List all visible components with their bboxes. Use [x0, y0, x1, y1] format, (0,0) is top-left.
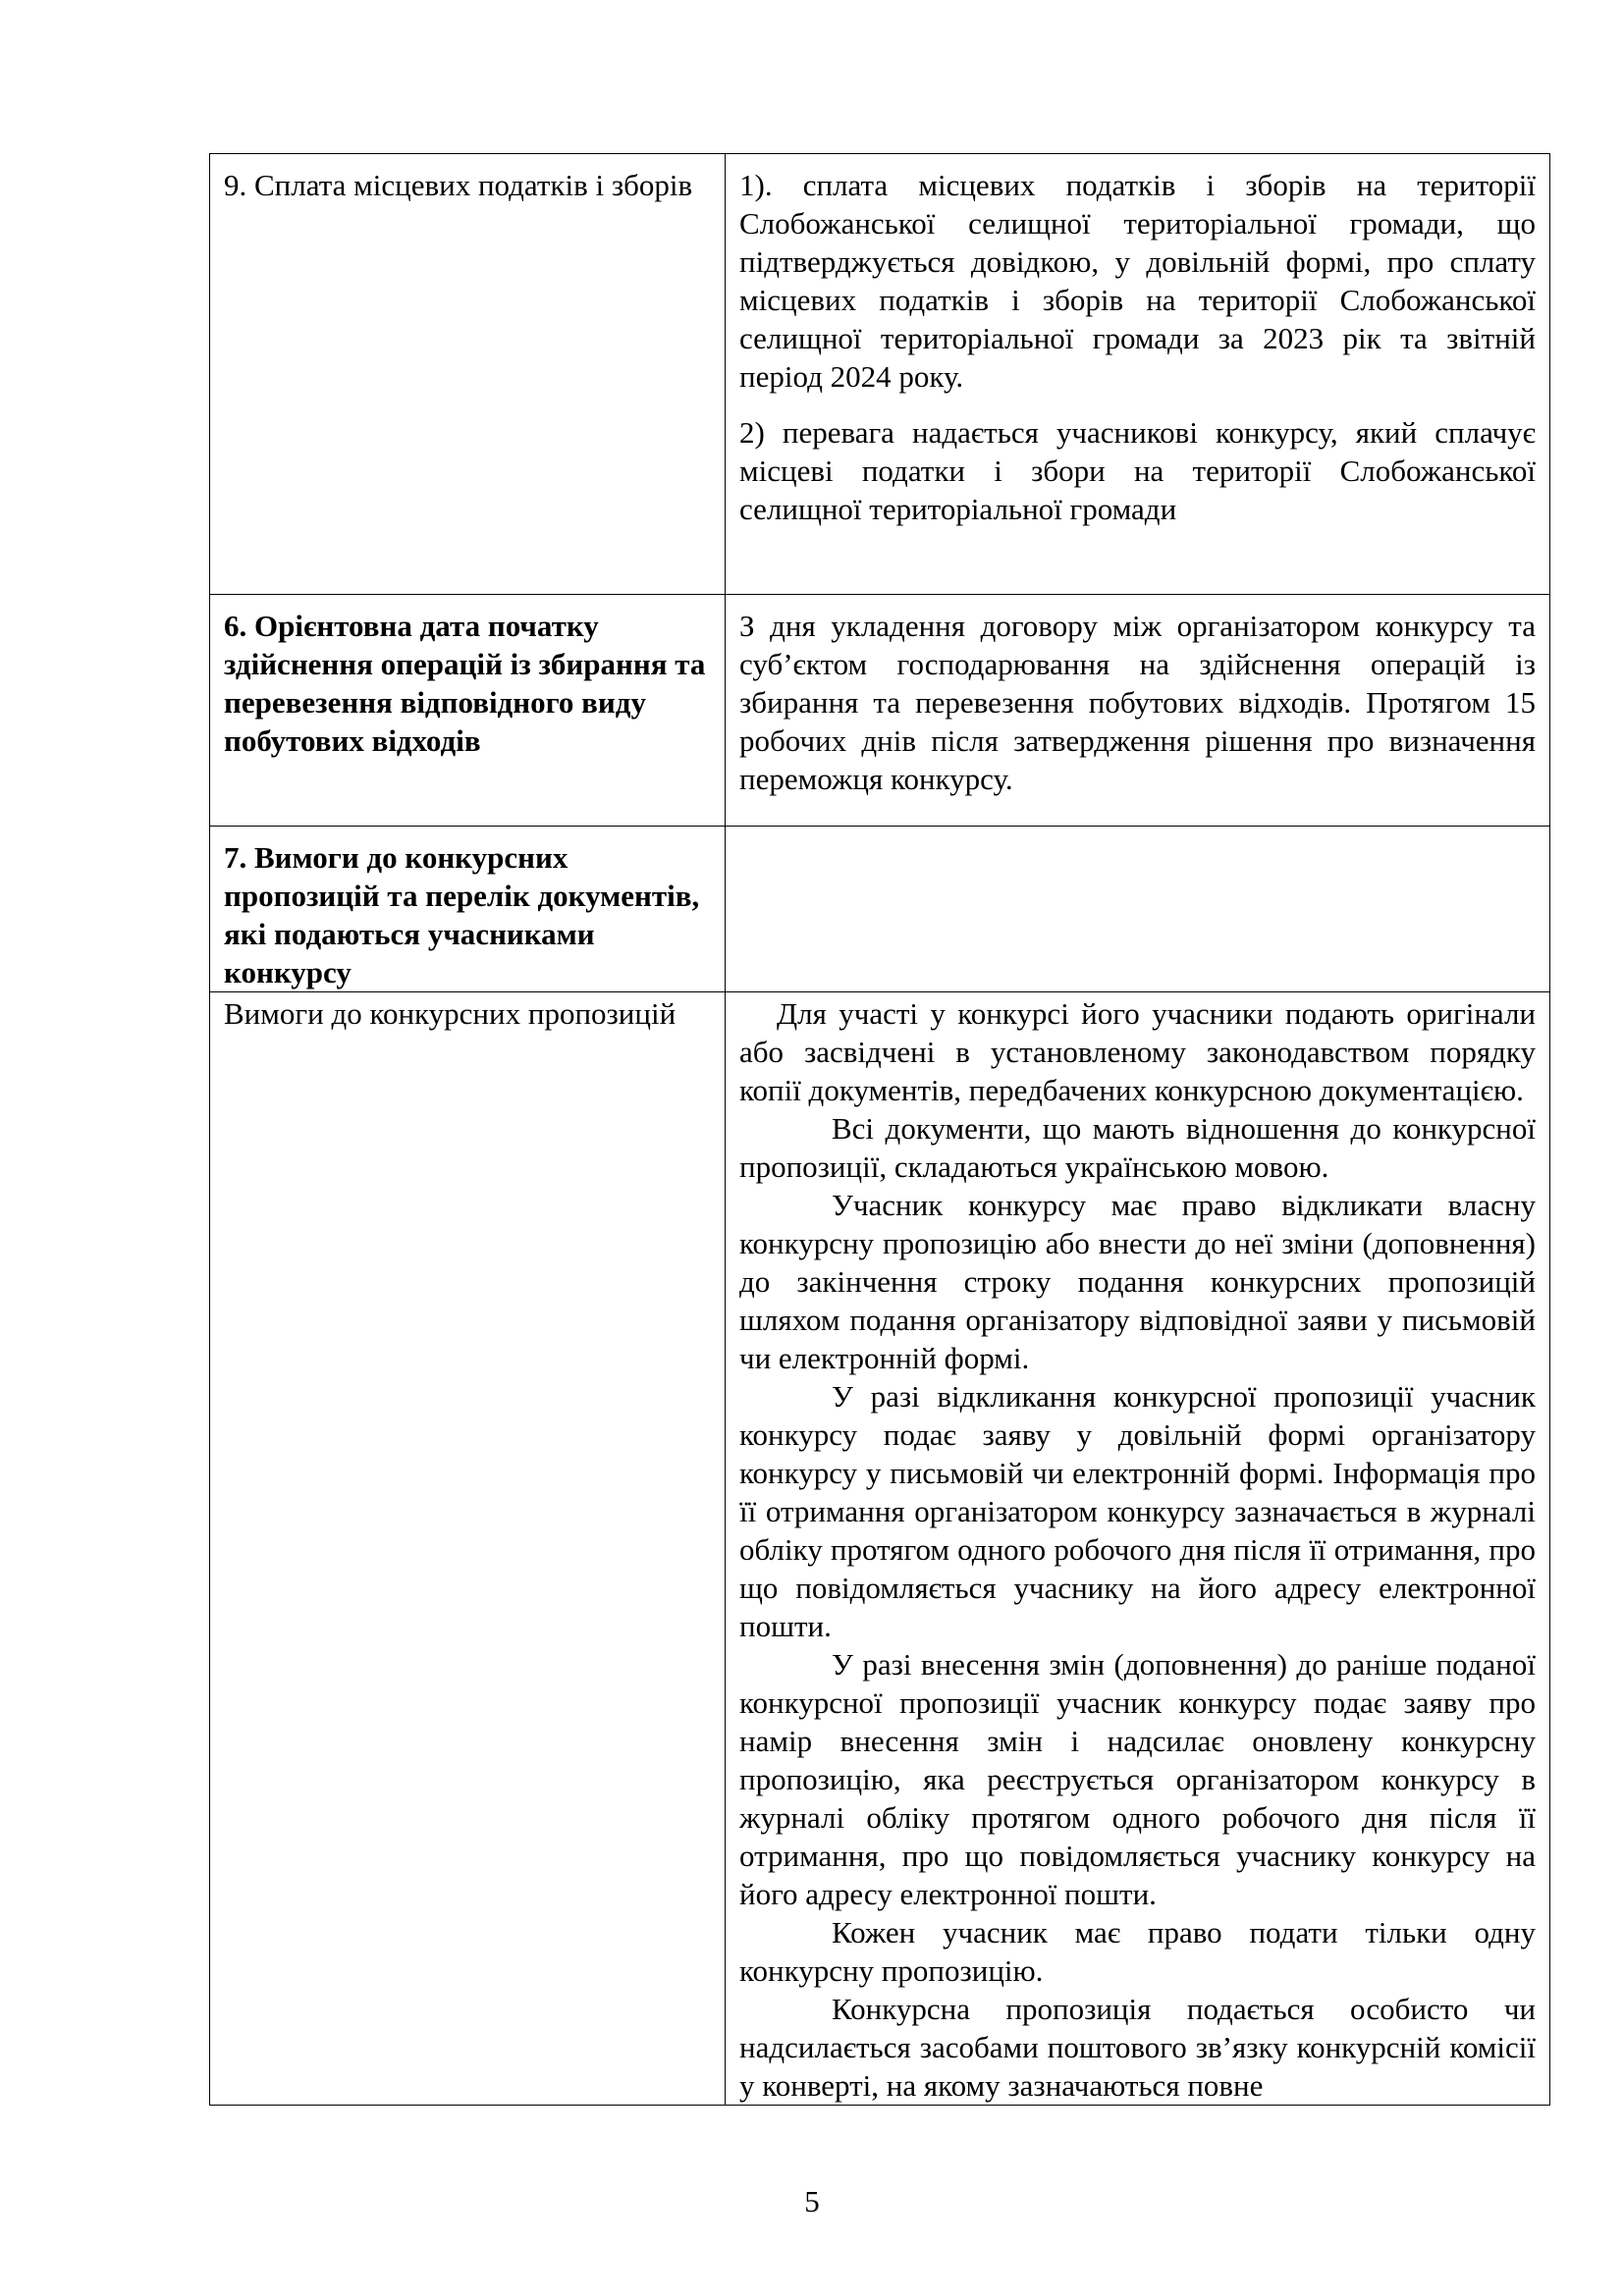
row-content-requirements-header — [726, 827, 1550, 992]
row-content-requirements — [726, 992, 1550, 2106]
row-content-start-date — [726, 595, 1550, 827]
paragraph: У разі внесення змін (доповнення) до раніше поданої конкурсної пропозиції учасник конкурсу подає заяву про намір внесення змін і надсилає оновлену конкурсну пропозицію, яка реєструється організатором конкурсу в журналі обліку протягом одного робочого дня після її отримання, про що повідомляється учаснику конкурсу на його адресу електронної пошти. — [739, 1647, 1536, 1911]
row-label-text: 9. Сплата місцевих податків і зборів — [224, 168, 693, 202]
row-content-taxes — [726, 154, 1550, 595]
row-label-text: 7. Вимоги до конкурсних пропозицій та перелік документів, які подаються учасниками конкурсу — [224, 840, 700, 989]
page-number: 5 — [804, 2184, 820, 2218]
paragraph: Для участі у конкурсі його учасники подають оригінали або засвідчені в установленому законодавством порядку копії документів, передбачених конкурсною документацією. — [739, 996, 1536, 1107]
paragraph: Конкурсна пропозиція подається особисто чи надсилається засобами поштового зв’язку конкурсній комісії у конверті, на якому зазначаються повне — [739, 1992, 1536, 2103]
row-label-requirements-header — [210, 827, 726, 992]
row-label-start-date — [210, 595, 726, 827]
table-row — [210, 595, 1550, 827]
table-row — [210, 992, 1550, 2106]
paragraph: У разі відкликання конкурсної пропозиції учасник конкурсу подає заяву у довільній формі організатору конкурсу у письмовій чи електронній формі. Інформація про її отримання організатором конкурсу зазначається в журналі обліку протягом одного робочого дня після її отримання, про що повідомляється учаснику на його адресу електронної пошти. — [739, 1379, 1536, 1643]
table-row — [210, 827, 1550, 992]
paragraph: З дня укладення договору між організатором конкурсу та суб’єктом господарювання на здійснення операцій із збирання та перевезення побутових відходів. Протягом 15 робочих днів після затвердження рішення про визначення переможця конкурсу. — [739, 609, 1536, 796]
row-label-text: 6. Орієнтовна дата початку здійснення операцій із збирання та перевезення відповідного виду побутових відходів — [224, 609, 706, 758]
row-label-text: Вимоги до конкурсних пропозицій — [224, 996, 677, 1031]
row-label-taxes — [210, 154, 726, 595]
document-table — [209, 153, 1550, 2106]
table-row — [210, 154, 1550, 595]
paragraph: Кожен учасник має право подати тільки одну конкурсну пропозицію. — [739, 1915, 1536, 1988]
paragraph: 1). сплата місцевих податків і зборів на території Слобожанської селищної територіальної громади, що підтверджується довідкою, у довільній формі, про сплату місцевих податків і зборів на території Слобожанської селищної територіальної громади за 2023 рік та звітній період 2024 року. — [739, 168, 1536, 394]
row-label-requirements — [210, 992, 726, 2106]
paragraph: 2) перевага надається учасникові конкурсу, який сплачує місцеві податки і збори на території Слобожанської селищної територіальної громади — [739, 415, 1536, 526]
paragraph: Всі документи, що мають відношення до конкурсної пропозиції, складаються українською мовою. — [739, 1111, 1536, 1184]
paragraph: Учасник конкурсу має право відкликати власну конкурсну пропозицію або внести до неї зміни (доповнення) до закінчення строку подання конкурсних пропозицій шляхом подання організатору відповідної заяви у письмовій чи електронній формі. — [739, 1188, 1536, 1375]
